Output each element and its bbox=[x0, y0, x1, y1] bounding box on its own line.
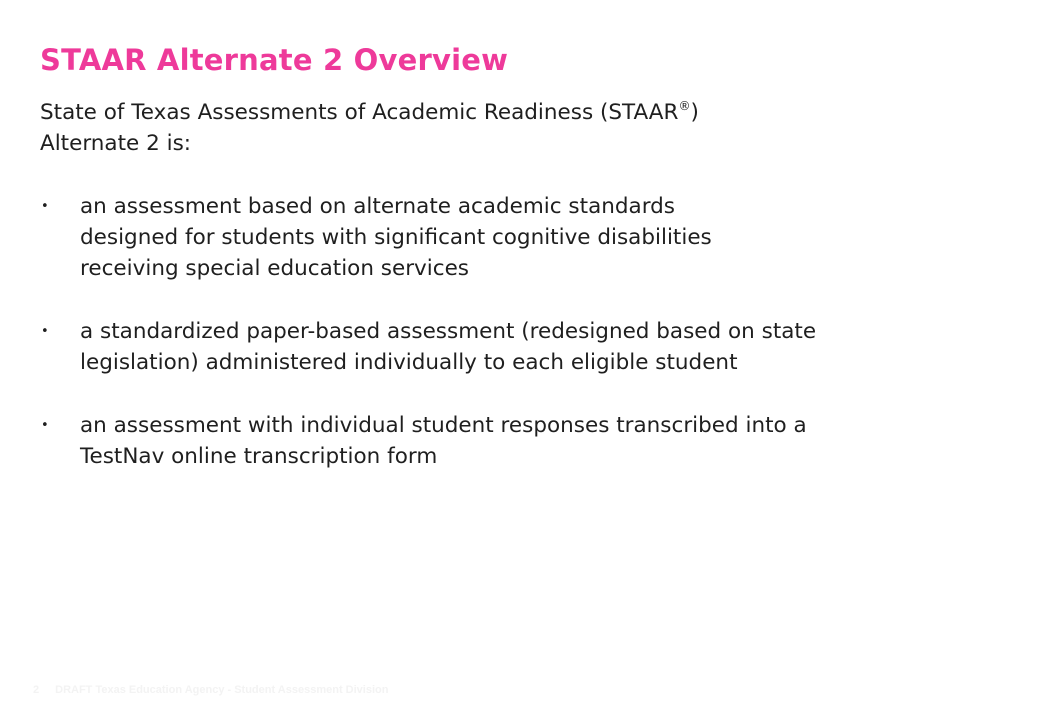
bullet-item bbox=[40, 316, 1020, 379]
slide-body bbox=[40, 97, 1020, 473]
intro-text-close: ) bbox=[690, 100, 699, 125]
bullet-line: designed for students with significant cognitive disabilities bbox=[80, 225, 712, 251]
bullet-icon: • bbox=[41, 324, 49, 340]
bullet-line: legislation) administered individually to each eligible student bbox=[80, 350, 738, 376]
slide-footer bbox=[33, 684, 388, 696]
slide-title: STAAR Alternate 2 Overview bbox=[40, 43, 509, 77]
bullet-line: a standardized paper-based assessment (redesigned based on state bbox=[80, 319, 817, 345]
bullet-icon: • bbox=[41, 417, 49, 433]
bullet-icon: • bbox=[41, 198, 49, 214]
intro-text-line2: Alternate 2 is: bbox=[40, 131, 192, 157]
footer-text: DRAFT Texas Education Agency - Student Assessment Division bbox=[55, 684, 389, 696]
bullet-line: an assessment with individual student responses transcribed into a bbox=[80, 412, 807, 438]
bullet-list bbox=[40, 191, 1020, 473]
bullet-line: receiving special education services bbox=[80, 256, 470, 282]
bullet-item bbox=[40, 191, 1020, 285]
page-number: 2 bbox=[33, 684, 40, 696]
intro-text: State of Texas Assessments of Academic Readiness (STAAR bbox=[40, 100, 679, 125]
bullet-line: TestNav online transcription form bbox=[80, 444, 438, 470]
registered-mark: ® bbox=[678, 99, 691, 113]
intro-paragraph bbox=[40, 97, 1020, 160]
bullet-line: an assessment based on alternate academic standards bbox=[80, 193, 675, 219]
bullet-item bbox=[40, 410, 1020, 473]
